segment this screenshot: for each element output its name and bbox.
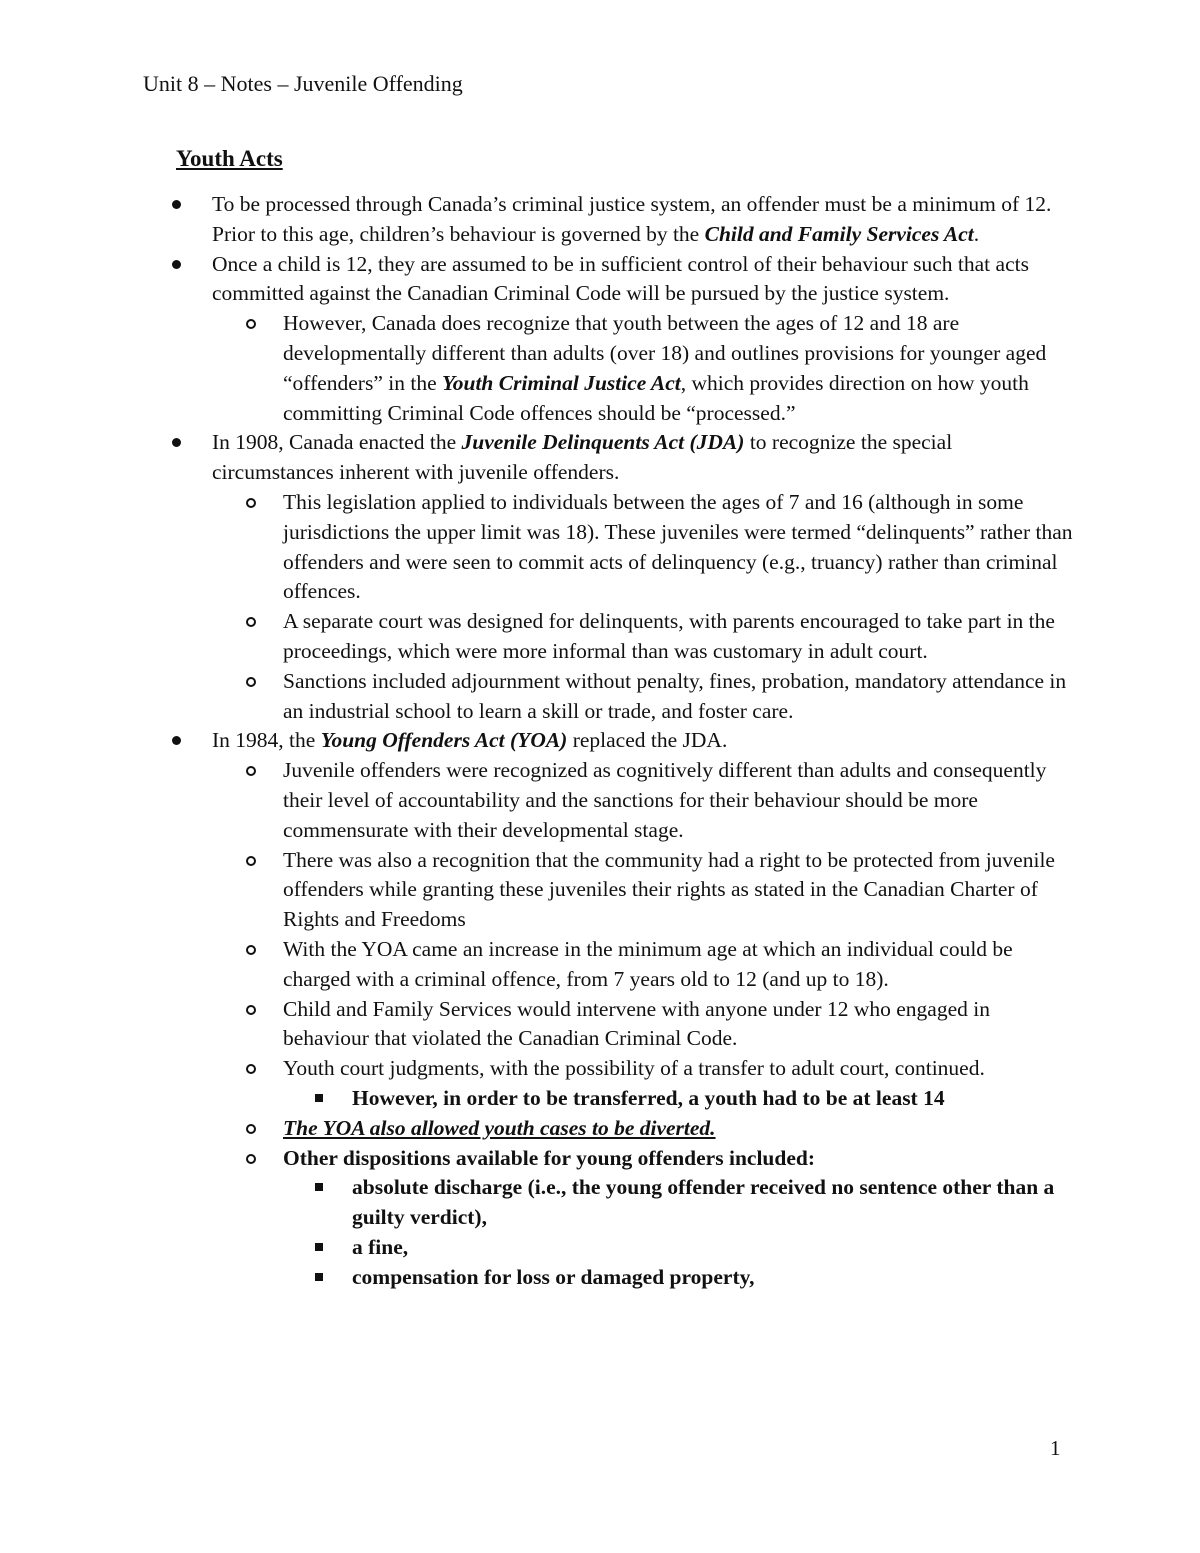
item-text: , which provides direction on how youth committing Criminal Code offences should be “processed.” [283, 370, 1029, 425]
act-name: Young Offenders Act (YOA) [320, 728, 568, 753]
sub-list-item [283, 309, 1073, 428]
square-bullet-icon [315, 1183, 323, 1191]
item-text: replaced the JDA. [567, 728, 728, 753]
item-text: a fine, [352, 1234, 409, 1259]
item-text: The YOA also allowed youth cases to be diverted. [283, 1115, 716, 1140]
sub-sub-list-item [352, 1233, 1072, 1263]
item-text: to recognize the special circumstances inherent with juvenile offenders. [212, 430, 953, 485]
square-bullet-icon [315, 1094, 323, 1102]
sub-list-item [283, 607, 1073, 667]
notes-list [0, 190, 1200, 1292]
item-text: Sanctions included adjournment without penalty, fines, probation, mandatory attendance in an industrial school to learn a skill or trade, and foster care. [283, 668, 1067, 723]
circle-bullet-icon [246, 319, 256, 329]
item-text: Youth court judgments, with the possibility of a transfer to adult court, continued. [283, 1056, 985, 1081]
act-name: Juvenile Delinquents Act (JDA) [461, 430, 745, 455]
item-text: absolute discharge (i.e., the young offender received no sentence other than a guilty verdict), [352, 1175, 1055, 1230]
sub-sub-list-item [352, 1263, 1072, 1293]
item-text: In 1908, Canada enacted the [212, 430, 462, 455]
sub-list-item [283, 488, 1073, 607]
item-text: Once a child is 12, they are assumed to be in sufficient control of their behaviour such that acts committed against the Canadian Criminal Code will be pursued by the justice system. [212, 251, 1029, 306]
list-item [212, 428, 1070, 488]
item-text: However, in order to be transferred, a youth had to be at least 14 [352, 1085, 945, 1110]
bullet-icon [172, 736, 181, 745]
sub-list-item [283, 935, 1073, 995]
sub-list-item [283, 1114, 1073, 1144]
circle-bullet-icon [246, 1005, 256, 1015]
item-text: This legislation applied to individuals between the ages of 7 and 16 (although in some jurisdictions the upper limit was 18). These juveniles were termed “delinquents” rather than offenders and were seen to commit acts of delinquency (e.g., truancy) rather than criminal offences. [283, 489, 1073, 604]
sub-list-item [283, 995, 1073, 1055]
item-text: However, Canada does recognize that youth between the ages of 12 and 18 are developmentally different than adults (over 18) and outlines provisions for younger aged “offenders” in the [283, 311, 1047, 395]
item-text: Child and Family Services would intervene with anyone under 12 who engaged in behaviour that violated the Canadian Criminal Code. [283, 996, 990, 1051]
act-name: Child and Family Services Act [704, 221, 974, 246]
square-bullet-icon [315, 1243, 323, 1251]
sub-sub-list-item [352, 1173, 1072, 1233]
sub-list-item [283, 1144, 1073, 1174]
list-item [212, 250, 1070, 310]
item-text: compensation for loss or damaged property, [352, 1264, 755, 1289]
item-text: Other dispositions available for young offenders included: [283, 1145, 815, 1170]
sub-list-item [283, 1054, 1073, 1084]
circle-bullet-icon [246, 766, 256, 776]
bullet-icon [172, 200, 181, 209]
section-title: Youth Acts [176, 146, 283, 171]
item-text: . [973, 221, 980, 246]
item-text: Juvenile offenders were recognized as cognitively different than adults and consequently their level of accountability and the sanctions for their behaviour should be more commensurate with their developmental stage. [283, 758, 1047, 842]
bullet-icon [172, 438, 181, 447]
item-text: In 1984, the [212, 728, 321, 753]
sub-list-item [283, 846, 1073, 935]
list-item [212, 190, 1070, 250]
circle-bullet-icon [246, 617, 256, 627]
sub-sub-list-item [352, 1084, 1072, 1114]
circle-bullet-icon [246, 1154, 256, 1164]
bullet-icon [172, 260, 181, 269]
sub-list-item [283, 756, 1073, 845]
circle-bullet-icon [246, 856, 256, 866]
square-bullet-icon [315, 1273, 323, 1281]
page-header: Unit 8 – Notes – Juvenile Offending [143, 71, 463, 96]
item-text: A separate court was designed for delinquents, with parents encouraged to take part in the proceedings, which were more informal than was customary in adult court. [283, 609, 1055, 663]
circle-bullet-icon [246, 677, 256, 687]
item-text: There was also a recognition that the community had a right to be protected from juvenile offenders while granting these juveniles their rights as stated in the Canadian Charter of Rights and Freedoms [283, 847, 1055, 932]
act-name: Youth Criminal Justice Act [442, 370, 681, 395]
list-item [212, 726, 1070, 756]
circle-bullet-icon [246, 1124, 256, 1134]
circle-bullet-icon [246, 945, 256, 955]
sub-list-item [283, 667, 1073, 727]
page-number: 1 [1050, 1436, 1061, 1460]
circle-bullet-icon [246, 1064, 256, 1074]
item-text: To be processed through Canada’s criminal justice system, an offender must be a minimum of 12. Prior to this age, children’s behaviour is governed by the [212, 192, 1052, 246]
item-text: With the YOA came an increase in the minimum age at which an individual could be charged with a criminal offence, from 7 years old to 12 (and up to 18). [283, 936, 1013, 991]
circle-bullet-icon [246, 498, 256, 508]
